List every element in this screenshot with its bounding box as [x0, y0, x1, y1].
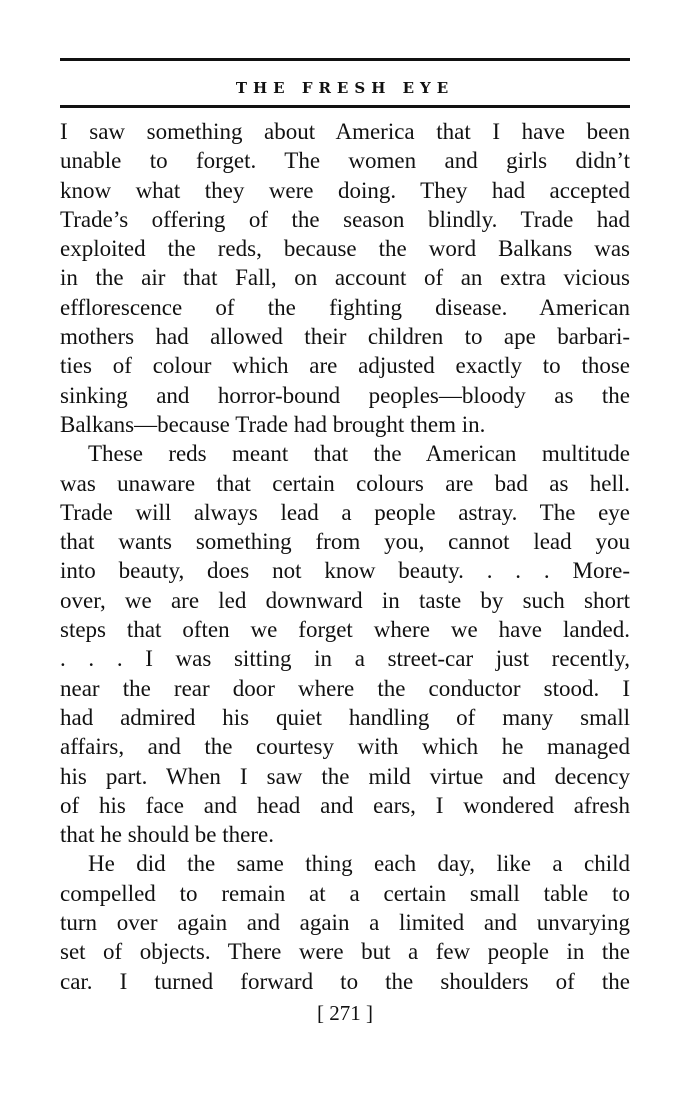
text-line: exploited the reds, because the word Balkans was — [60, 236, 630, 262]
text-line: affairs, and the courtesy with which he managed — [60, 734, 630, 760]
text-line: . . . I was sitting in a street-car just recently, — [60, 646, 630, 672]
body-text — [60, 117, 630, 996]
text-line: his part. When I saw the mild virtue and decency — [60, 763, 630, 789]
paragraph — [60, 849, 630, 995]
text-line: that he should be there. — [60, 822, 274, 848]
text-line: turn over again and again a limited and unvarying — [60, 910, 630, 936]
text-line: Trade will always lead a people astray. The eye — [60, 499, 630, 525]
text-line: These reds meant that the American multitude — [88, 441, 630, 467]
page-number: [ 271 ] — [317, 1001, 373, 1025]
text-line: that wants something from you, cannot lead you — [60, 529, 630, 555]
text-line: had admired his quiet handling of many small — [60, 704, 630, 730]
paragraph — [60, 117, 630, 439]
text-line: ties of colour which are adjusted exactly to those — [60, 353, 630, 379]
book-page — [60, 58, 630, 996]
text-line: He did the same thing each day, like a child — [88, 851, 630, 877]
text-line: mothers had allowed their children to ape barbari- — [60, 324, 630, 350]
header-rule-bottom — [60, 105, 630, 108]
text-line: sinking and horror-bound peoples—bloody as the — [60, 382, 630, 408]
text-line: compelled to remain at a certain small table to — [60, 880, 630, 906]
text-line: steps that often we forget where we have landed. — [60, 617, 630, 643]
text-line: over, we are led downward in taste by such short — [60, 587, 630, 613]
text-line: know what they were doing. They had accepted — [60, 177, 630, 203]
text-line: in the air that Fall, on account of an extra vicious — [60, 265, 630, 291]
text-line: car. I turned forward to the shoulders of the — [60, 968, 630, 994]
text-line: Trade’s offering of the season blindly. Trade had — [60, 206, 630, 232]
text-line: Balkans—because Trade had brought them in. — [60, 411, 486, 437]
running-head: THE FRESH EYE — [235, 79, 455, 97]
text-line: into beauty, does not know beauty. . . . More- — [60, 558, 630, 584]
text-line: near the rear door where the conductor stood. I — [60, 675, 630, 701]
text-line: was unaware that certain colours are bad as hell. — [60, 470, 630, 496]
text-line: of his face and head and ears, I wondered afresh — [60, 792, 630, 818]
text-line: set of objects. There were but a few people in the — [60, 939, 630, 965]
paragraph — [60, 439, 630, 849]
text-line: I saw something about America that I have been — [60, 119, 630, 144]
text-line: efflorescence of the fighting disease. American — [60, 294, 630, 320]
text-line: unable to forget. The women and girls didn’t — [60, 148, 630, 174]
